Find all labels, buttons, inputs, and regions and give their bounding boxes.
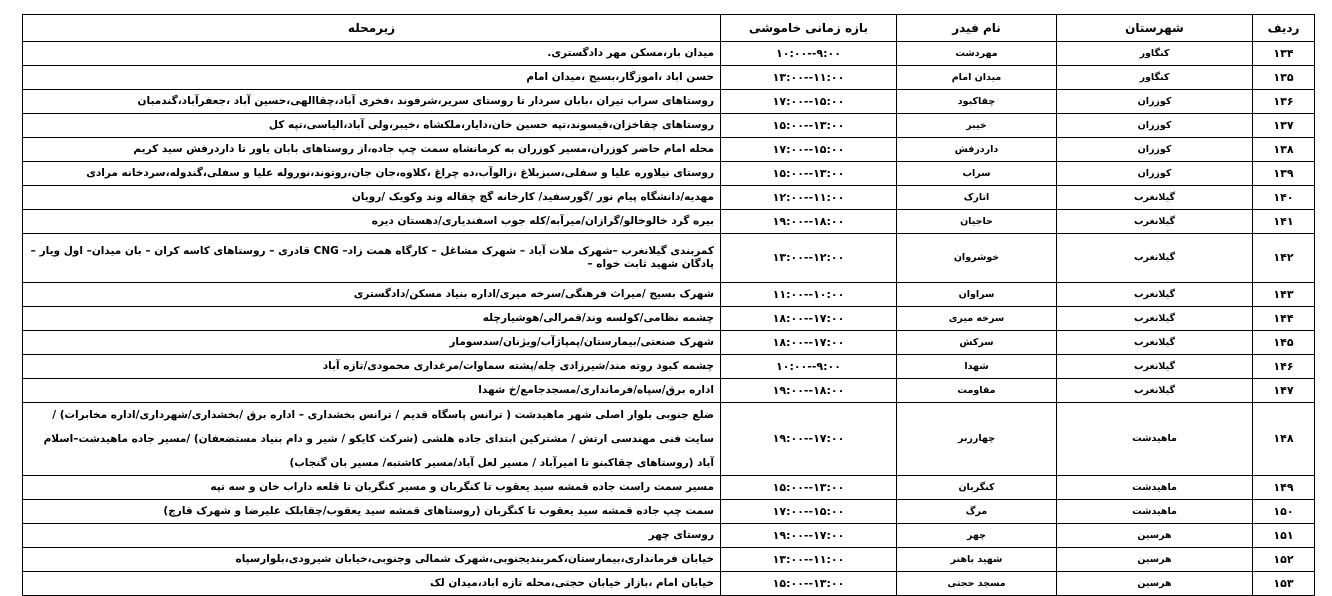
table-row	[23, 234, 1315, 283]
cell-radif: ۱۳۸	[1253, 138, 1315, 162]
table-row	[23, 162, 1315, 186]
table-row	[23, 114, 1315, 138]
table-row	[23, 548, 1315, 572]
cell-bazeh: ۱۳:۰۰--۱۵:۰۰	[721, 476, 897, 500]
cell-zir: خیابان فرمانداری،بیمارستان،کمربندیجنوبی،شهرک شمالی وجنوبی،خیابان شیرودی،بلوارسپاه	[23, 548, 721, 572]
table-row	[23, 42, 1315, 66]
cell-radif: ۱۵۰	[1253, 500, 1315, 524]
cell-radif: ۱۳۷	[1253, 114, 1315, 138]
cell-feeder: میدان امام	[897, 66, 1057, 90]
cell-zir: سمت چپ جاده قمشه سید یعقوب تا کنگربان (روستاهای قمشه سید یعقوب/چقابلک علیرضا و شهرک قارچ)	[23, 500, 721, 524]
cell-zir: خیابان امام ،بازار خیابان حجتی،محله تازه اباد،میدان لک	[23, 572, 721, 596]
table-row	[23, 500, 1315, 524]
cell-shahrestan: گیلانغرب	[1057, 307, 1253, 331]
cell-feeder: کنگربان	[897, 476, 1057, 500]
cell-feeder: مقاومت	[897, 379, 1057, 403]
cell-shahrestan: کوزران	[1057, 90, 1253, 114]
table-row	[23, 355, 1315, 379]
cell-shahrestan: کوزران	[1057, 162, 1253, 186]
table-row	[23, 572, 1315, 596]
cell-shahrestan: گیلانغرب	[1057, 379, 1253, 403]
cell-shahrestan: گیلانغرب	[1057, 283, 1253, 307]
cell-radif: ۱۴۳	[1253, 283, 1315, 307]
cell-radif: ۱۳۹	[1253, 162, 1315, 186]
cell-bazeh: ۱۸:۰۰--۱۹:۰۰	[721, 210, 897, 234]
cell-shahrestan: گیلانغرب	[1057, 210, 1253, 234]
cell-feeder: شهدا	[897, 355, 1057, 379]
cell-bazeh: ۱۷:۰۰--۱۸:۰۰	[721, 331, 897, 355]
cell-bazeh: ۱۲:۰۰--۱۳:۰۰	[721, 234, 897, 283]
cell-zir: روستاهای چقاخزان،قیسوند،تپه حسین خان،دایار،ملکشاه ،خیبر،ولی آباد،الیاسی،تپه کل	[23, 114, 721, 138]
cell-zir: مسیر سمت راست جاده قمشه سید یعقوب تا کنگربان و مسیر کنگربان تا قلعه داراب خان و سه تپه	[23, 476, 721, 500]
cell-radif: ۱۳۴	[1253, 42, 1315, 66]
header-zir: زیرمحله	[23, 15, 721, 42]
cell-feeder: اتارک	[897, 186, 1057, 210]
cell-bazeh: ۹:۰۰--۱۰:۰۰	[721, 42, 897, 66]
cell-feeder: خوشروان	[897, 234, 1057, 283]
cell-zir: میدان بار،مسکن مهر دادگستری.	[23, 42, 721, 66]
cell-radif: ۱۳۶	[1253, 90, 1315, 114]
table-row	[23, 186, 1315, 210]
cell-bazeh: ۱۱:۰۰--۱۳:۰۰	[721, 548, 897, 572]
cell-zir: روستاهای سراب تیران ،بابان سردار تا روستای سریر،شرفوند ،فخری آباد،چقاالهی،حسین آباد ،جعفرآباد،گندمبان	[23, 90, 721, 114]
cell-zir: شهرک صنعتی/بیمارستان/پمپاژآب/ویژنان/سدسومار	[23, 331, 721, 355]
cell-shahrestan: گیلانغرب	[1057, 355, 1253, 379]
cell-zir: چشمه نظامی/کولسه وند/قمرالی/هوشیارچله	[23, 307, 721, 331]
cell-zir: چشمه کبود روته مند/شیرزادی چله/پشته سماوات/مرغداری محمودی/تازه آباد	[23, 355, 721, 379]
cell-bazeh: ۱۵:۰۰--۱۷:۰۰	[721, 90, 897, 114]
table-row	[23, 138, 1315, 162]
cell-feeder: خیبر	[897, 114, 1057, 138]
table-row	[23, 331, 1315, 355]
outage-table-container	[22, 14, 1314, 596]
cell-zir: اداره برق/سپاه/فرمانداری/مسجدجامع/خ شهدا	[23, 379, 721, 403]
cell-bazeh: ۱۷:۰۰--۱۹:۰۰	[721, 524, 897, 548]
table-row	[23, 403, 1315, 476]
cell-feeder: چقاکبود	[897, 90, 1057, 114]
cell-radif: ۱۴۶	[1253, 355, 1315, 379]
cell-feeder: سرکش	[897, 331, 1057, 355]
cell-radif: ۱۵۲	[1253, 548, 1315, 572]
table-header-row	[23, 15, 1315, 42]
header-feeder: نام فیدر	[897, 15, 1057, 42]
cell-feeder: داردرفش	[897, 138, 1057, 162]
cell-radif: ۱۵۳	[1253, 572, 1315, 596]
cell-bazeh: ۱۵:۰۰--۱۷:۰۰	[721, 138, 897, 162]
cell-feeder: چهر	[897, 524, 1057, 548]
cell-shahrestan: ماهیدشت	[1057, 500, 1253, 524]
cell-radif: ۱۴۹	[1253, 476, 1315, 500]
cell-feeder: شهید باهنر	[897, 548, 1057, 572]
cell-zir: محله امام حاضر کوزران،مسیر کوزران به کرمانشاه سمت چپ جاده،از روستاهای بابان یاور تا داردرفش سید کریم	[23, 138, 721, 162]
cell-radif: ۱۴۷	[1253, 379, 1315, 403]
table-row	[23, 524, 1315, 548]
cell-radif: ۱۴۵	[1253, 331, 1315, 355]
cell-shahrestan: ماهیدشت	[1057, 476, 1253, 500]
cell-feeder: سراب	[897, 162, 1057, 186]
cell-radif: ۱۴۰	[1253, 186, 1315, 210]
cell-feeder: حاجیان	[897, 210, 1057, 234]
table-row	[23, 90, 1315, 114]
header-bazeh: بازه زمانی خاموشی	[721, 15, 897, 42]
cell-shahrestan: کنگاور	[1057, 42, 1253, 66]
cell-shahrestan: گیلانغرب	[1057, 331, 1253, 355]
cell-bazeh: ۱۷:۰۰--۱۹:۰۰	[721, 403, 897, 476]
table-row	[23, 379, 1315, 403]
cell-bazeh: ۱۳:۰۰--۱۵:۰۰	[721, 572, 897, 596]
cell-shahrestan: ماهیدشت	[1057, 403, 1253, 476]
table-row	[23, 66, 1315, 90]
cell-shahrestan: هرسین	[1057, 524, 1253, 548]
cell-shahrestan: هرسین	[1057, 548, 1253, 572]
header-radif: ردیف	[1253, 15, 1315, 42]
cell-bazeh: ۱۱:۰۰--۱۲:۰۰	[721, 186, 897, 210]
cell-zir: روستای نیلاوره علیا و سفلی،سبزبلاغ ،زالوآب،ده چراغ ،کلاوه،جان جان،روتوند،نوروله علیا و سفلی،گندوله،سردخانه مرادی	[23, 162, 721, 186]
cell-bazeh: ۱۰:۰۰--۱۱:۰۰	[721, 283, 897, 307]
cell-zir: روستای چهر	[23, 524, 721, 548]
cell-shahrestan: کوزران	[1057, 114, 1253, 138]
cell-radif: ۱۳۵	[1253, 66, 1315, 90]
cell-feeder: مرگ	[897, 500, 1057, 524]
cell-shahrestan: گیلانغرب	[1057, 186, 1253, 210]
cell-bazeh: ۱۱:۰۰--۱۳:۰۰	[721, 66, 897, 90]
cell-feeder: سرخه میری	[897, 307, 1057, 331]
cell-bazeh: ۹:۰۰--۱۰:۰۰	[721, 355, 897, 379]
cell-feeder: چهارزبر	[897, 403, 1057, 476]
cell-feeder: مهردشت	[897, 42, 1057, 66]
cell-radif: ۱۵۱	[1253, 524, 1315, 548]
cell-zir: کمربندی گیلانغرب –شهرک ملات آباد – شهرک مشاغل – کارگاه همت زاد– CNG قادری – روستاهای کاسه کران – بان میدان– اول ویار – پادگان شهید ثابت خواه –	[23, 234, 721, 283]
cell-shahrestan: هرسین	[1057, 572, 1253, 596]
table-row	[23, 307, 1315, 331]
cell-zir: شهرک بسیج /میراث فرهنگی/سرخه میری/اداره بنیاد مسکن/دادگستری	[23, 283, 721, 307]
cell-feeder: سراوان	[897, 283, 1057, 307]
cell-bazeh: ۱۸:۰۰--۱۹:۰۰	[721, 379, 897, 403]
outage-schedule-table	[22, 14, 1315, 596]
cell-bazeh: ۱۷:۰۰--۱۸:۰۰	[721, 307, 897, 331]
cell-radif: ۱۴۸	[1253, 403, 1315, 476]
table-row	[23, 210, 1315, 234]
table-row	[23, 283, 1315, 307]
cell-zir: بیره گرد خالوخالو/گرازان/میرآبه/کله جوب اسفندیاری/دهستان دیره	[23, 210, 721, 234]
cell-zir: مهدیه/دانشگاه پیام نور /گورسفید/ کارخانه گچ چقاله وند وکویک /رویان	[23, 186, 721, 210]
cell-bazeh: ۱۳:۰۰--۱۵:۰۰	[721, 114, 897, 138]
cell-bazeh: ۱۳:۰۰--۱۵:۰۰	[721, 162, 897, 186]
cell-radif: ۱۴۴	[1253, 307, 1315, 331]
cell-bazeh: ۱۵:۰۰--۱۷:۰۰	[721, 500, 897, 524]
cell-shahrestan: گیلانغرب	[1057, 234, 1253, 283]
header-shahrestan: شهرستان	[1057, 15, 1253, 42]
cell-radif: ۱۴۲	[1253, 234, 1315, 283]
cell-radif: ۱۴۱	[1253, 210, 1315, 234]
table-row	[23, 476, 1315, 500]
cell-zir: حسن اباد ،اموزگار،بسیج ،میدان امام	[23, 66, 721, 90]
cell-shahrestan: کنگاور	[1057, 66, 1253, 90]
cell-zir: ضلع جنوبی بلوار اصلی شهر ماهیدشت ( ترانس پاسگاه قدیم / ترانس بخشداری – اداره برق /بخشداری/شهرداری/اداره مخابرات) /سایت فنی مهندسی ارتش / مشترکین ابتدای جاده هلشی (شرکت کایکو / شیر و دام بنیاد مستضعفان) /مسیر جاده ماهیدشت–اسلام آباد (روستاهای چقاکبنو تا امیرآباد / مسیر لعل آباد/مسیر کاشتبه/ مسیر بان گنجاب)	[23, 403, 721, 476]
cell-feeder: مسجد حجتی	[897, 572, 1057, 596]
cell-shahrestan: کوزران	[1057, 138, 1253, 162]
